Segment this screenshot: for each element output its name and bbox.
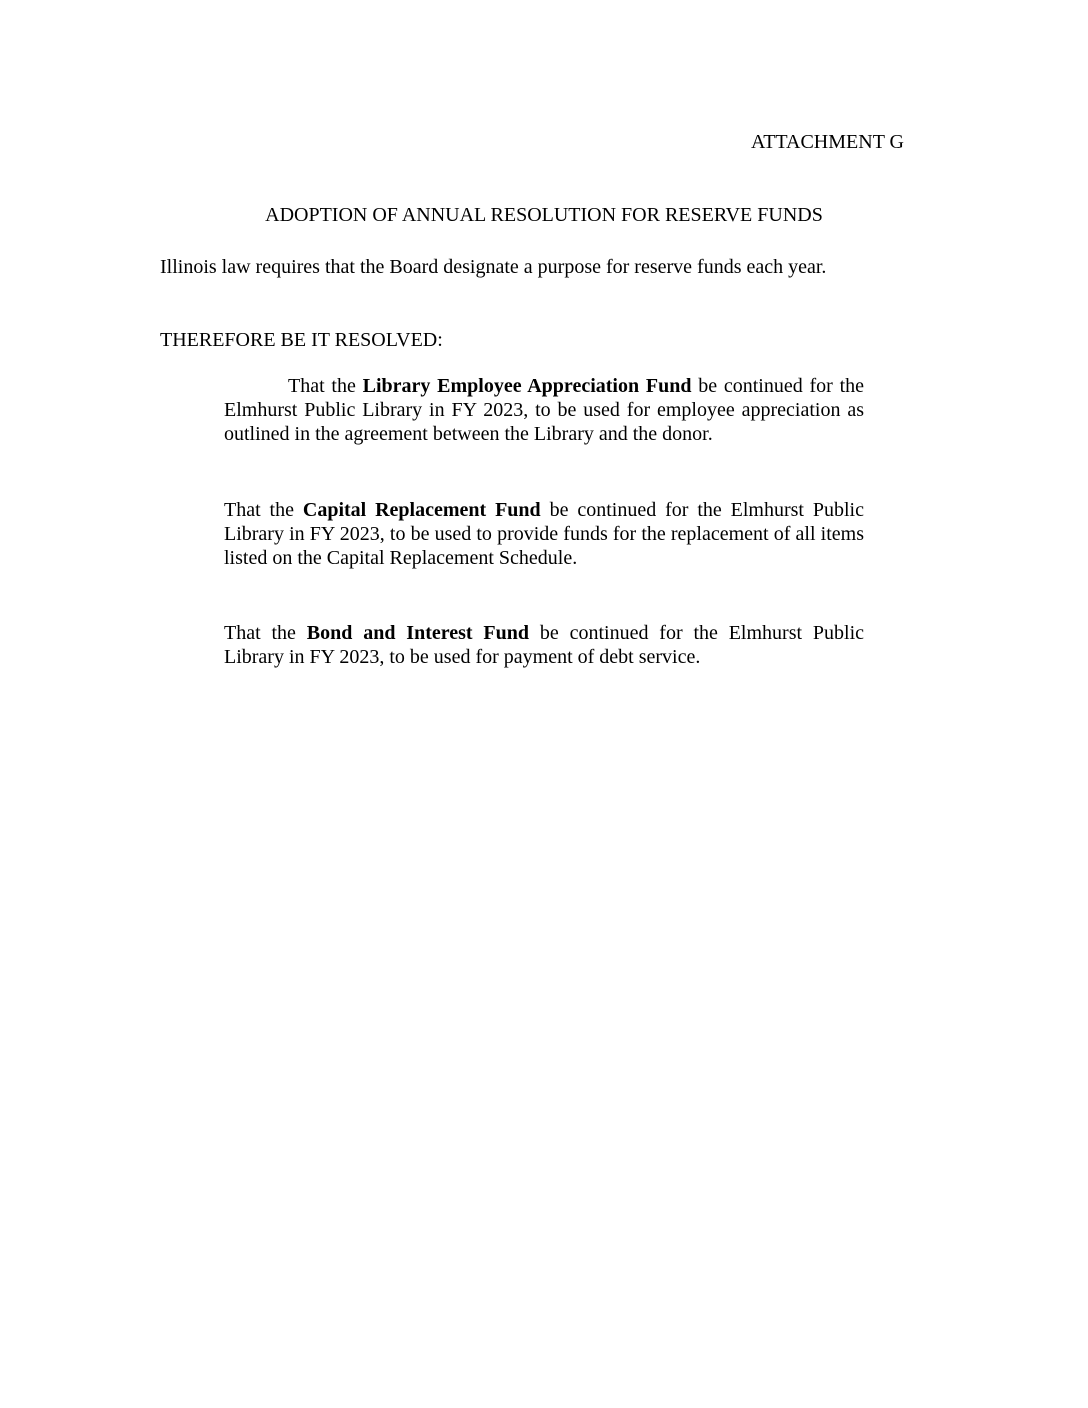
resolution-capital-replacement bbox=[224, 498, 864, 570]
resolution-bond-interest bbox=[224, 621, 864, 669]
attachment-label: ATTACHMENT G bbox=[750, 131, 904, 153]
fund-name: Capital Replacement Fund bbox=[302, 499, 541, 521]
resolution-lead: That the bbox=[224, 499, 303, 521]
resolution-text: be continued for the Elmhurst Public Library in FY 2023, to be used for employee appreciation as outlined in the agreement between the Library and the donor. bbox=[224, 375, 864, 445]
resolution-employee-appreciation bbox=[224, 374, 864, 446]
resolution-text: be continued for the Elmhurst Public Library in FY 2023, to be used to provide funds for the replacement of all items listed on the Capital Replacement Schedule. bbox=[224, 499, 864, 569]
intro-paragraph: Illinois law requires that the Board designate a purpose for reserve funds each year. bbox=[160, 256, 827, 278]
fund-name: Library Employee Appreciation Fund bbox=[362, 375, 692, 397]
document-title: ADOPTION OF ANNUAL RESOLUTION FOR RESERVE FUNDS bbox=[265, 204, 823, 226]
resolved-heading: THEREFORE BE IT RESOLVED: bbox=[160, 329, 443, 351]
resolution-text: be continued for the Elmhurst Public Library in FY 2023, to be used for payment of debt service. bbox=[224, 622, 865, 668]
fund-name: Bond and Interest Fund bbox=[306, 622, 530, 644]
resolution-lead: That the bbox=[224, 622, 307, 644]
resolution-lead: That the bbox=[288, 375, 363, 397]
